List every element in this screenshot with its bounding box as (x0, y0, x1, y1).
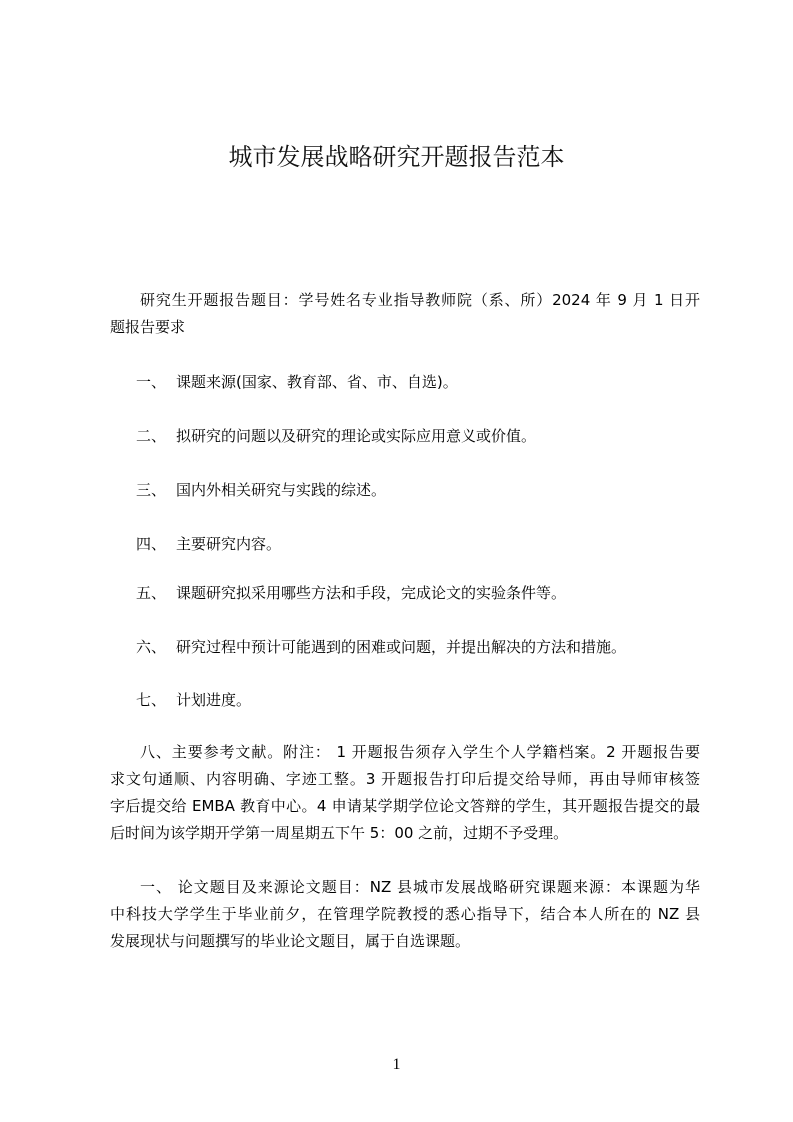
requirement-item (136, 426, 706, 446)
document-title: 城市发展战略研究开题报告范本 (228, 143, 565, 171)
requirement-number: 一、 (136, 373, 167, 391)
topic-line: 一、 论文题目及来源论文题目：NZ 县城市发展战略研究课题来源：本课题为华 (140, 878, 700, 896)
intro-line: 研究生开题报告题目：学号姓名专业指导教师院（系、所）2024 年 9 月 1 日开 (140, 291, 700, 309)
requirement-item (136, 690, 706, 710)
topic-line: 发展现状与问题撰写的毕业论文题目，属于自选课题。 (110, 932, 471, 950)
page-number: 1 (392, 1056, 401, 1073)
requirement-number: 五、 (136, 584, 167, 602)
requirement-text: 拟研究的问题以及研究的理论或实际应用意义或价值。 (176, 427, 537, 445)
requirement-number: 四、 (136, 535, 167, 553)
requirement-number: 三、 (136, 481, 167, 499)
requirement-number: 二、 (136, 427, 167, 445)
requirement-text: 计划进度。 (176, 691, 252, 709)
requirement-text: 研究过程中预计可能遇到的困难或问题，并提出解决的方法和措施。 (176, 638, 627, 656)
requirement-number: 六、 (136, 638, 167, 656)
requirement-text: 课题来源(国家、教育部、省、市、自选)。 (176, 373, 458, 391)
requirement-item (136, 637, 706, 657)
notes-line: 求文句通顺、内容明确、字迹工整。3 开题报告打印后提交给导师，再由导师审核签 (110, 770, 700, 788)
notes-line: 后时间为该学期开学第一周星期五下午 5：00 之前，过期不予受理。 (110, 824, 569, 842)
requirement-text: 课题研究拟采用哪些方法和手段，完成论文的实验条件等。 (176, 584, 567, 602)
notes-line: 字后提交给 EMBA 教育中心。4 申请某学期学位论文答辩的学生，其开题报告提交的最 (110, 797, 700, 815)
intro-line: 题报告要求 (110, 318, 186, 336)
requirement-item (136, 534, 706, 554)
requirement-item (136, 372, 706, 392)
requirement-text: 主要研究内容。 (176, 535, 282, 553)
requirement-item (136, 583, 706, 603)
requirement-number: 七、 (136, 691, 167, 709)
notes-line: 八、主要参考文献。附注： 1 开题报告须存入学生个人学籍档案。2 开题报告要 (140, 743, 700, 761)
requirement-text: 国内外相关研究与实践的综述。 (176, 481, 387, 499)
requirement-item (136, 480, 706, 500)
topic-line: 中科技大学学生于毕业前夕，在管理学院教授的悉心指导下，结合本人所在的 NZ 县 (110, 905, 700, 923)
